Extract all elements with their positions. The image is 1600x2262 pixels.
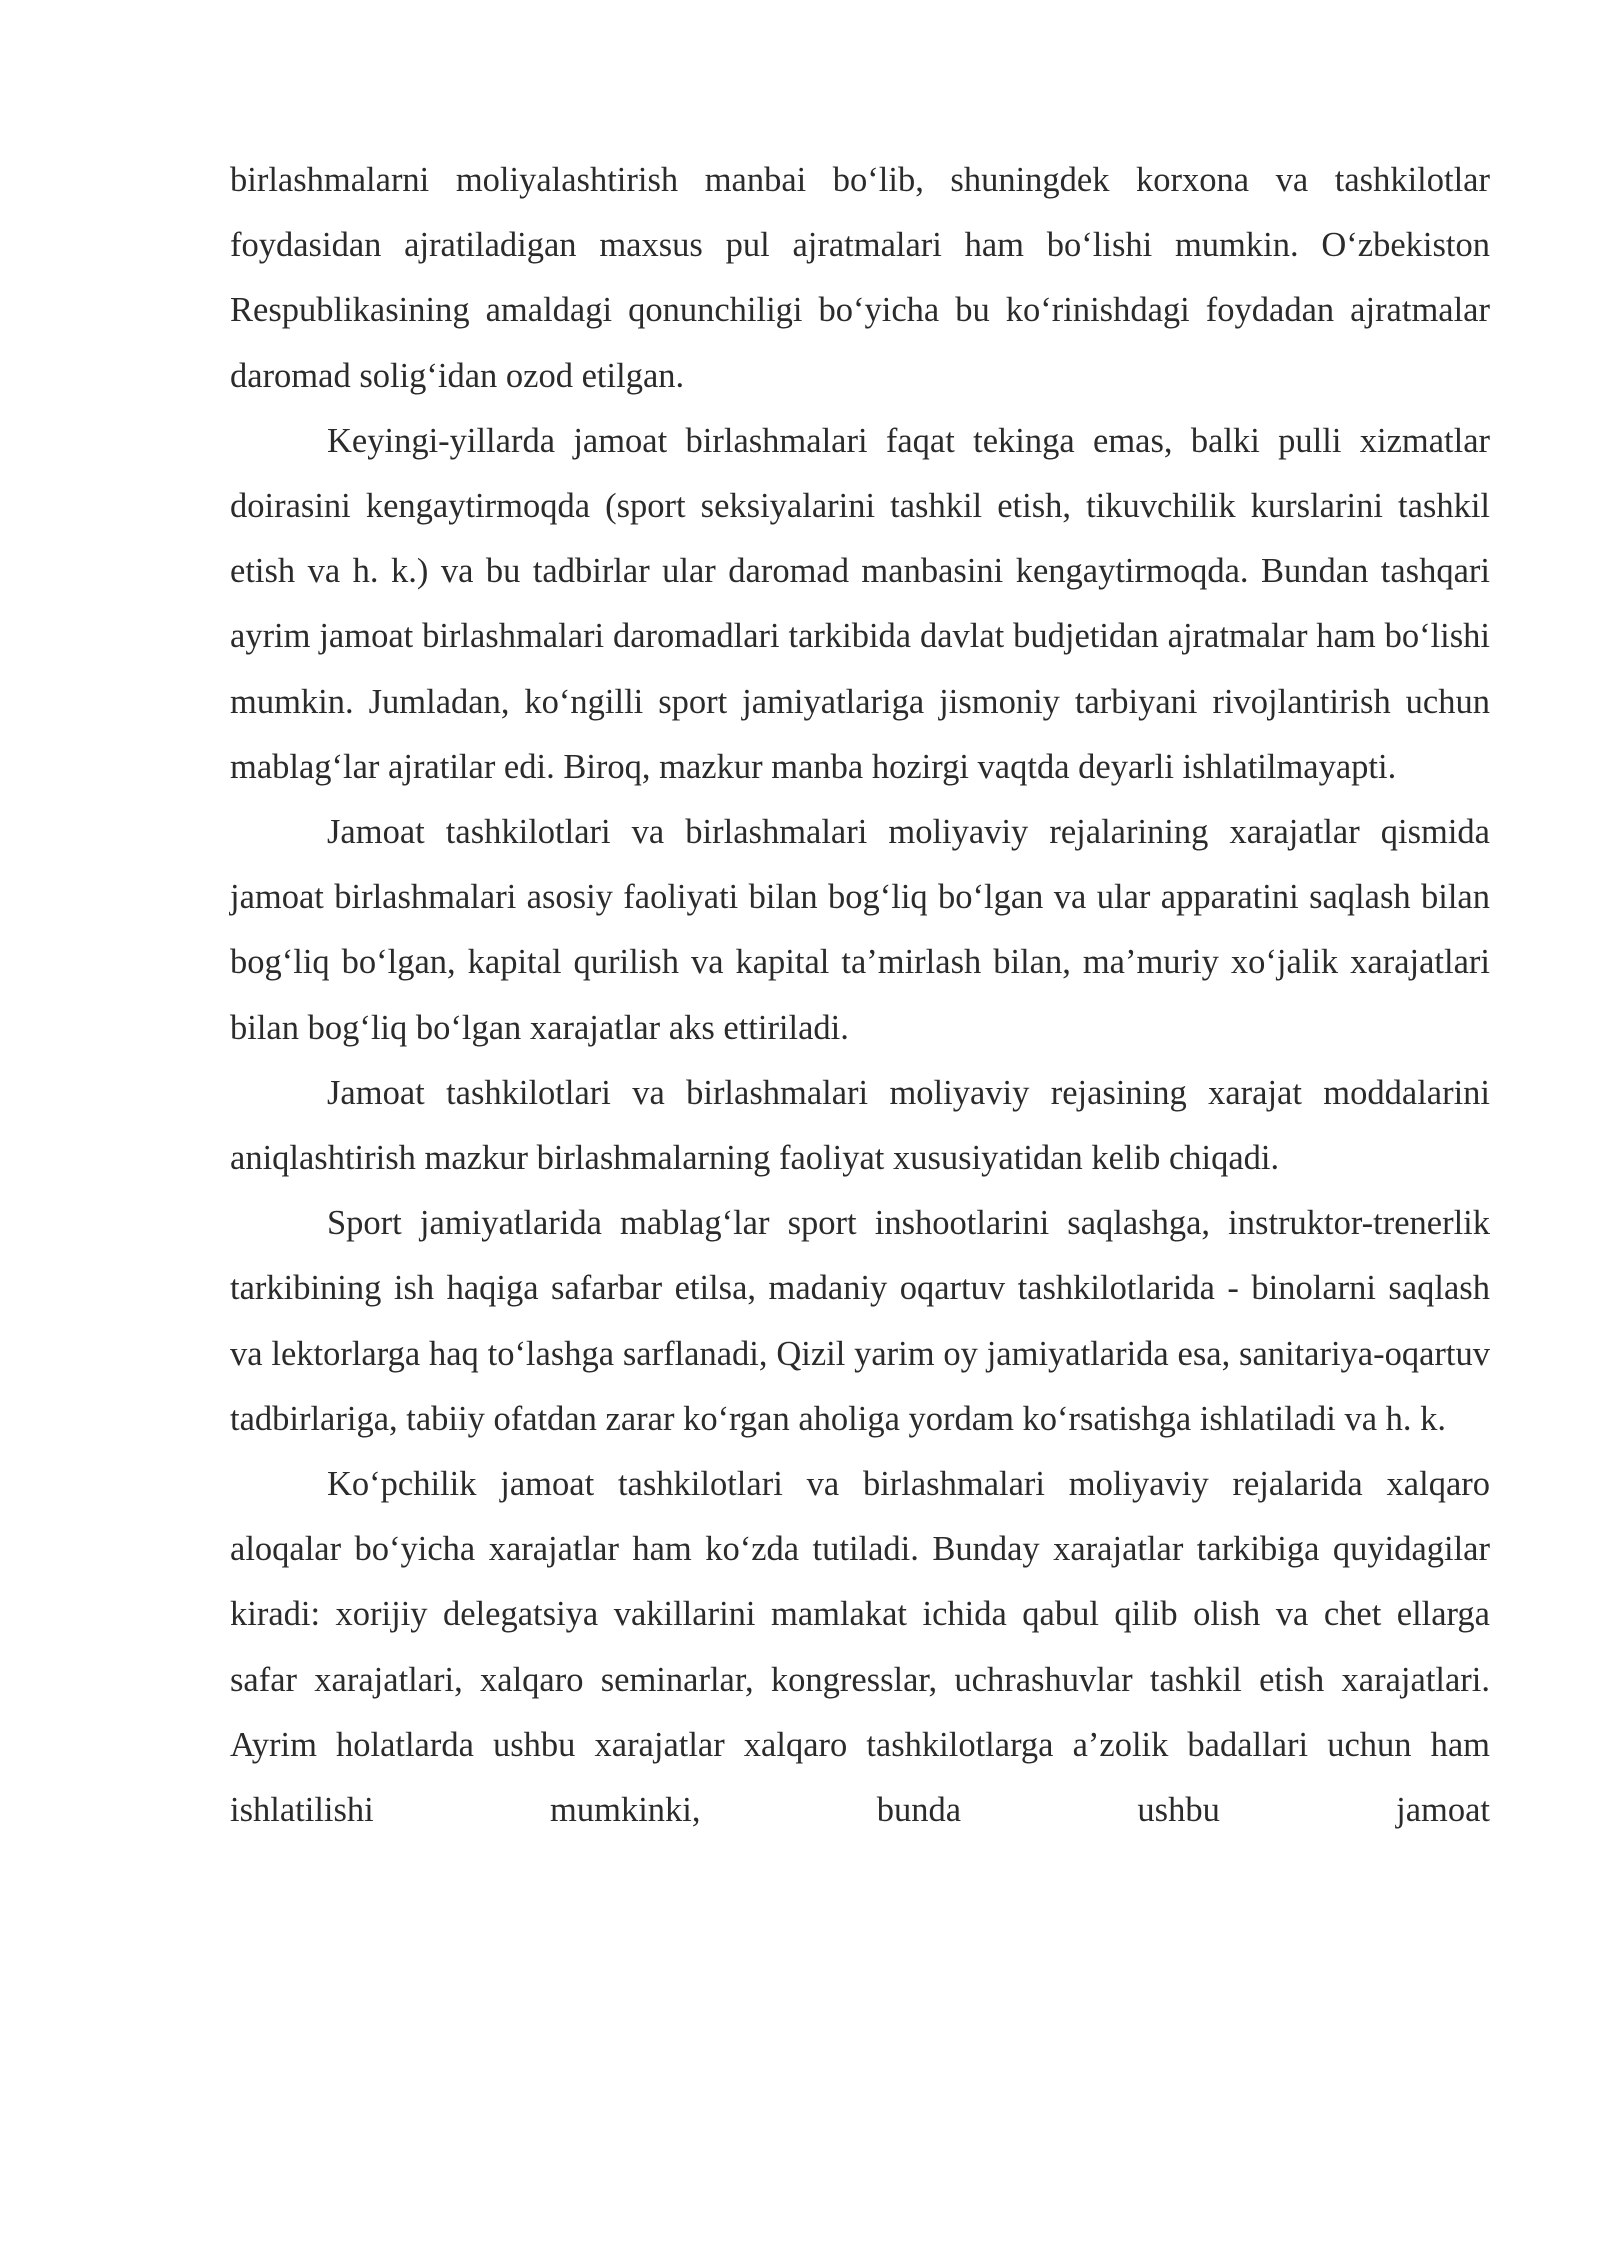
paragraph-1: birlashmalarni moliyalashtirish manbai bo‘lib, shuningdek korxona va tashkilotlar foydasidan ajratiladigan maxsus pul ajratmalari ham bo‘lishi mumkin. O‘zbekiston Respublikasining amaldagi qonunchiligi bo‘yicha bu ko‘rinishdagi foydadan ajratmalar daromad solig‘idan ozod etilgan. <box>230 161 1490 395</box>
paragraph-4: Jamoat tashkilotlari va birlashmalari moliyaviy rejasining xarajat moddalarini aniqlashtirish mazkur birlashmalarning faoliyat xususiyatidan kelib chiqadi. <box>230 1073 1490 1178</box>
paragraph-6: Ko‘pchilik jamoat tashkilotlari va birlashmalari moliyaviy rejalarida xalqaro aloqalar bo‘yicha xarajatlar ham ko‘zda tutiladi. Bunday xarajatlar tarkibiga quyidagilar kiradi: xorijiy delegatsiya vakillarini mamlakat ichida qabul qilib olish va chet ellarga safar xarajatlari, xalqaro seminarlar, kongresslar, uchrashuvlar tashkil etish xarajatlari. Ayrim holatlarda ushbu xarajatlar xalqaro tashkilotlarga a’zolik badallari uchun ham ishlatilishi mumkinki, bunda ushbu jamoat <box>230 1465 1490 1830</box>
paragraph-2: Keyingi-yillarda jamoat birlashmalari faqat tekinga emas, balki pulli xizmatlar doirasini kengaytirmoqda (sport seksiyalarini tashkil etish, tikuvchilik kurslarini tashkil etish va h. k.) va bu tadbirlar ular daromad manbasini kengaytirmoqda. Bundan tashqari ayrim jamoat birlashmalari daromadlari tarkibida davlat budjetidan ajratmalar ham bo‘lishi mumkin. Jumladan, ko‘ngilli sport jamiyatlariga jismoniy tarbiyani rivojlantirish uchun mablag‘lar ajratilar edi. Biroq, mazkur manba hozirgi vaqtda deyarli ishlatilmayapti. <box>230 421 1490 786</box>
paragraph-3: Jamoat tashkilotlari va birlashmalari moliyaviy rejalarining xarajatlar qismida jamoat birlashmalari asosiy faoliyati bilan bog‘liq bo‘lgan va ular apparatini saqlash bilan bog‘liq bo‘lgan, kapital qurilish va kapital ta’mirlash bilan, ma’muriy xo‘jalik xarajatlari bilan bog‘liq bo‘lgan xarajatlar aks ettiriladi. <box>230 813 1490 1047</box>
paragraph-5: Sport jamiyatlarida mablag‘lar sport inshootlarini saqlashga, instruktor-trenerlik tarkibining ish haqiga safarbar etilsa, madaniy oqartuv tashkilotlarida - binolarni saqlash va lektorlarga haq to‘lashga sarflanadi, Qizil yarim oy jamiyatlarida esa, sanitariya-oqartuv tadbirlariga, tabiiy ofatdan zarar ko‘rgan aholiga yordam ko‘rsatishga ishlatiladi va h. k. <box>230 1204 1490 1438</box>
document-body <box>230 148 1490 1843</box>
